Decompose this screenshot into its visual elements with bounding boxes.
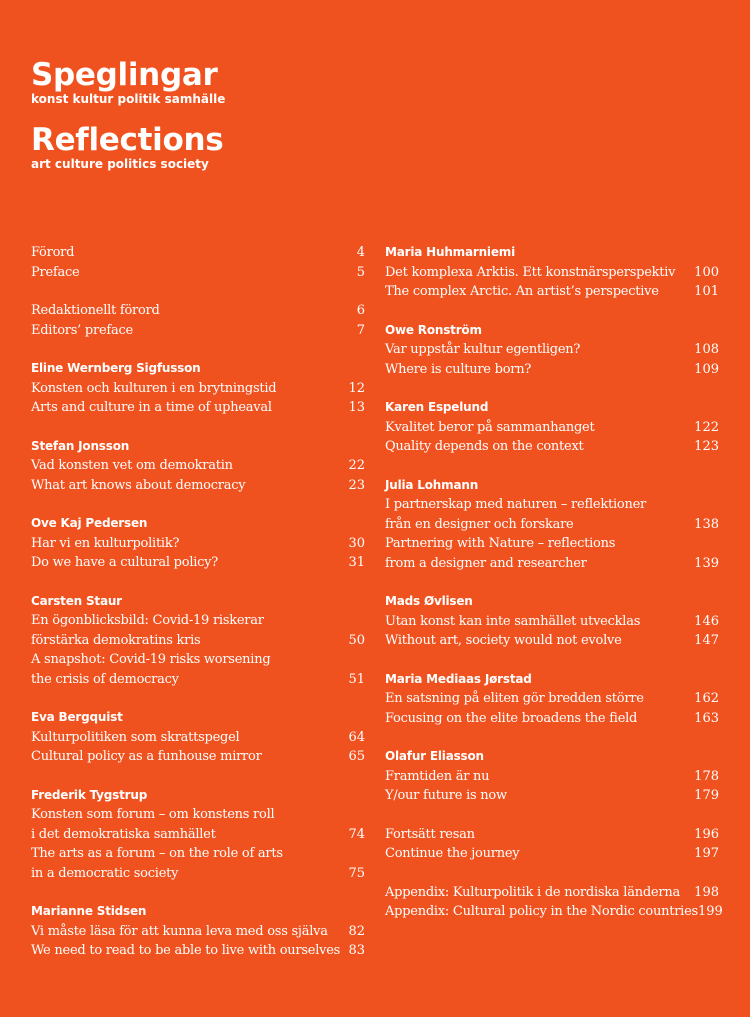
toc-entry-page: 22 [348, 458, 365, 473]
toc-entry-title: Appendix: Kulturpolitik i de nordiska länderna [385, 884, 680, 900]
toc-entry-page: 139 [694, 555, 719, 571]
toc-entry-page: 178 [694, 768, 719, 784]
toc-entry-page: 196 [694, 826, 719, 842]
toc-entry-title: Fortsätt resan [385, 826, 475, 842]
toc-entry-page: 64 [348, 729, 365, 745]
toc-entry-page: 83 [348, 943, 365, 958]
toc-entry-title: Kulturpolitiken som skrattspegel [31, 729, 240, 745]
toc-entry-page: 197 [694, 846, 719, 861]
toc-column-right [385, 243, 723, 941]
toc-entry-title: I partnerskap med naturen – reflektioner [385, 497, 646, 512]
toc-entry-title: We need to read to be able to live with ourselves [31, 943, 341, 958]
toc-section [31, 243, 365, 282]
toc-entry-page: 82 [348, 923, 365, 939]
toc-entry[interactable] [31, 263, 365, 283]
toc-section [31, 359, 365, 418]
toc-section [31, 437, 365, 496]
toc-entry-title: Arts and culture in a time of upheaval [31, 400, 272, 415]
toc-entry-page: 13 [348, 400, 365, 415]
toc-entry[interactable] [385, 825, 719, 845]
toc-author: Frederik Tygstrup [31, 787, 148, 802]
toc-entry[interactable] [31, 456, 365, 476]
toc-entry-page: 7 [356, 322, 365, 338]
toc-author: Carsten Staur [31, 593, 122, 608]
toc-entry[interactable] [385, 902, 723, 922]
toc-entry[interactable] [31, 650, 365, 670]
toc-entry-title: Det komplexa Arktis. Ett konstnärsperspektiv [385, 264, 676, 280]
toc-entry[interactable] [31, 825, 365, 845]
toc-entry-title: Do we have a cultural policy? [31, 555, 218, 570]
toc-entry[interactable] [31, 321, 365, 341]
toc-entry-title: Vi måste läsa för att kunna leva med oss själva [31, 923, 328, 939]
toc-author: Ove Kaj Pedersen [31, 516, 148, 530]
toc-entry[interactable] [385, 709, 719, 729]
toc-entry-page: 51 [348, 671, 365, 687]
toc-entry-title: Cultural policy as a funhouse mirror [31, 749, 262, 764]
toc-entry[interactable] [31, 301, 365, 321]
toc-author: Eva Bergquist [31, 710, 123, 724]
toc-entry[interactable] [31, 611, 365, 631]
toc-entry-title: Var uppstår kultur egentligen? [385, 342, 581, 357]
header [31, 58, 225, 171]
toc-entry[interactable] [385, 631, 719, 651]
toc-entry-title: Appendix: Cultural policy in the Nordic countries [385, 904, 698, 919]
toc-section [31, 514, 365, 573]
toc-entry-title: Focusing on the elite broadens the field [385, 710, 638, 726]
toc-entry-page: 179 [694, 788, 719, 803]
toc-entry[interactable] [385, 612, 719, 632]
toc-entry[interactable] [31, 922, 365, 942]
toc-author: Olafur Eliasson [385, 749, 484, 763]
subtitle-swedish: konst kultur politik samhälle [31, 92, 226, 106]
toc-section [385, 398, 719, 457]
toc-author: Julia Lohmann [385, 477, 479, 492]
toc-entry-title: in a democratic society [31, 865, 179, 881]
toc-entry[interactable] [385, 689, 719, 709]
toc-entry-title: Where is culture born? [385, 361, 532, 377]
toc-entry-title: Editors’ preface [31, 322, 133, 338]
toc-entry-page: 30 [348, 535, 365, 551]
toc-section [385, 670, 719, 729]
toc-entry-title: i det demokratiska samhället [31, 826, 216, 842]
toc-entry[interactable] [31, 243, 365, 263]
toc-entry-title: Konsten och kulturen i en brytningstid [31, 380, 277, 396]
toc-author: Marianne Stidsen [31, 904, 147, 918]
toc-entry-title: The arts as a forum – on the role of arts [31, 846, 283, 861]
toc-entry[interactable] [385, 883, 719, 903]
toc-entry[interactable] [385, 418, 719, 438]
toc-entry[interactable] [31, 379, 365, 399]
toc-entry-page: 109 [694, 361, 719, 377]
toc-entry-page: 31 [348, 555, 365, 570]
toc-section [385, 243, 719, 302]
toc-entry-title: Redaktionellt förord [31, 303, 160, 318]
toc-entry[interactable] [385, 340, 719, 360]
toc-entry-title: Kvalitet beror på sammanhanget [385, 419, 595, 435]
toc-entry[interactable] [31, 476, 365, 496]
toc-entry-page: 199 [697, 904, 723, 919]
toc-entry-page: 100 [694, 264, 719, 280]
toc-entry-page: 162 [694, 691, 719, 706]
toc-entry-title: The complex Arctic. An artist’s perspective [385, 284, 659, 299]
toc-author: Mads Øvlisen [385, 594, 473, 608]
toc-section [385, 883, 723, 922]
toc-author: Stefan Jonsson [31, 438, 130, 453]
toc-section [31, 902, 365, 961]
toc-entry-title: Without art, society would not evolve [385, 633, 622, 648]
toc-entry[interactable] [385, 360, 719, 380]
toc-entry-title: A snapshot: Covid-19 risks worsening [31, 652, 271, 667]
toc-section [31, 708, 365, 767]
toc-entry[interactable] [31, 864, 365, 884]
toc-entry-title: the crisis of democracy [31, 671, 179, 687]
toc-entry-title: En satsning på eliten gör bredden större [385, 691, 644, 706]
toc-entry-title: En ögonblicksbild: Covid-19 riskerar [31, 613, 264, 628]
toc-author: Eline Wernberg Sigfusson [31, 361, 201, 375]
toc-entry[interactable] [385, 844, 719, 864]
toc-section [385, 825, 719, 864]
toc-entry-page: 12 [348, 380, 365, 396]
toc-entry[interactable] [385, 554, 719, 574]
toc-entry[interactable] [31, 534, 365, 554]
toc-entry-page: 147 [694, 633, 719, 648]
toc-section [385, 747, 719, 806]
toc-entry-page: 146 [694, 613, 719, 629]
toc-author: Maria Mediaas Jørstad [385, 671, 532, 686]
toc-entry-title: What art knows about democracy [31, 477, 246, 493]
toc-entry[interactable] [385, 495, 719, 515]
toc-entry-page: 198 [694, 884, 719, 900]
toc-entry[interactable] [385, 534, 719, 554]
toc-entry[interactable] [31, 805, 365, 825]
toc-entry-title: förstärka demokratins kris [31, 632, 201, 648]
toc-entry-title: Utan konst kan inte samhället utvecklas [385, 613, 641, 629]
toc-entry-title: Partnering with Nature – reflections [385, 536, 616, 551]
subtitle-english: art culture politics society [31, 157, 209, 171]
toc-section [31, 592, 365, 690]
toc-entry[interactable] [31, 553, 365, 573]
toc-section [31, 786, 365, 884]
toc-author: Owe Ronström [385, 322, 482, 337]
toc-entry-page: 122 [694, 419, 719, 435]
toc-entry[interactable] [385, 786, 719, 806]
toc-entry-page: 74 [348, 826, 365, 842]
toc-entry[interactable] [385, 767, 719, 787]
title-swedish: Speglingar [31, 57, 218, 93]
toc-entry-page: 4 [356, 245, 365, 260]
toc-entry[interactable] [31, 670, 365, 690]
toc-section [385, 592, 719, 651]
toc-section [385, 321, 719, 380]
toc-entry[interactable] [31, 398, 365, 418]
toc-entry-page: 50 [348, 632, 365, 648]
toc-entry[interactable] [31, 941, 365, 961]
toc-entry[interactable] [31, 844, 365, 864]
toc-entry-page: 138 [694, 516, 719, 532]
toc-entry[interactable] [385, 437, 719, 457]
toc-entry-page: 65 [348, 749, 365, 764]
toc-entry-page: 6 [356, 303, 365, 318]
toc-entry-title: Vad konsten vet om demokratin [31, 458, 233, 473]
toc-entry-page: 101 [694, 284, 719, 299]
toc-entry-page: 75 [348, 865, 365, 881]
toc-entry[interactable] [385, 515, 719, 535]
toc-section [31, 301, 365, 340]
toc-entry[interactable] [31, 631, 365, 651]
toc-author: Maria Huhmarniemi [385, 245, 516, 259]
toc-section [385, 476, 719, 574]
toc-entry-page: 163 [694, 710, 719, 726]
toc-entry-page: 108 [694, 342, 719, 357]
toc-entry-title: Continue the journey [385, 846, 520, 861]
toc-entry[interactable] [385, 282, 719, 302]
toc-entry-title: Konsten som forum – om konstens roll [31, 807, 275, 822]
toc-entry-title: Har vi en kulturpolitik? [31, 535, 180, 551]
toc-entry-title: from a designer and researcher [385, 555, 587, 571]
toc-entry[interactable] [385, 263, 719, 283]
toc-column-left [31, 243, 365, 980]
toc-entry-page: 23 [348, 477, 365, 493]
toc-entry-title: Quality depends on the context [385, 439, 584, 454]
toc-entry[interactable] [31, 747, 365, 767]
title-english: Reflections [31, 122, 224, 158]
toc-entry-title: från en designer och forskare [385, 516, 574, 532]
toc-entry-title: Förord [31, 245, 75, 260]
toc-author: Karen Espelund [385, 400, 489, 414]
toc-entry-title: Preface [31, 264, 80, 280]
toc-entry-page: 5 [356, 264, 365, 280]
toc-entry-title: Y/our future is now [385, 788, 507, 803]
toc-entry-page: 123 [694, 439, 719, 454]
toc-entry[interactable] [31, 728, 365, 748]
toc-entry-title: Framtiden är nu [385, 768, 490, 784]
